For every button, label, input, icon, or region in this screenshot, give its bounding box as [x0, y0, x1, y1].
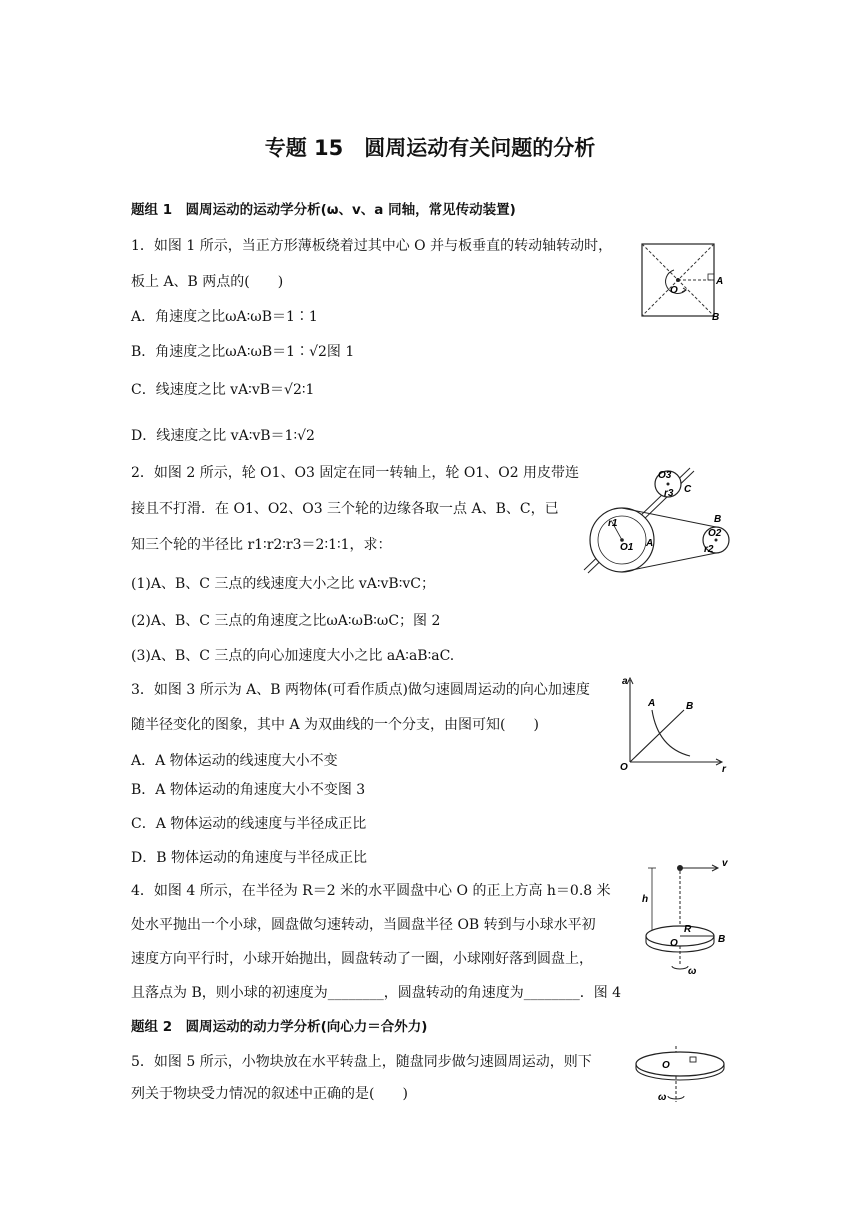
q4-stem-line2: 处水平抛出一个小球，圆盘做匀速转动，当圆盘半径 OB 转到与小球水平初	[131, 917, 596, 933]
q1-option-d: D．线速度之比 vA∶vB＝1∶√2	[131, 428, 315, 444]
fig4-label-b: B	[718, 934, 726, 945]
fig5-label-omega: ω	[658, 1092, 667, 1103]
q3-stem-line1: 3．如图 3 所示为 A、B 两物体(可看作质点)做匀速圆周运动的向心加速度	[131, 682, 590, 698]
fig2-label-c: C	[684, 484, 692, 495]
fig1-label-b: B	[712, 312, 720, 323]
fig2-label-o1: O1	[620, 542, 634, 553]
q5-stem-line1: 5．如图 5 所示，小物块放在水平转盘上，随盘同步做匀速圆周运动，则下	[131, 1054, 592, 1070]
q2-sub-3: (3)A、B、C 三点的向心加速度大小之比 aA∶aB∶aC.	[131, 648, 455, 664]
q1-stem-line2: 板上 A、B 两点的( )	[131, 274, 284, 290]
q5-stem-line2: 列关于物块受力情况的叙述中正确的是( )	[131, 1086, 408, 1102]
fig4-label-omega: ω	[688, 966, 697, 977]
q1-option-c: C．线速度之比 vA∶vB＝√2∶1	[131, 382, 315, 398]
q3-option-c: C．A 物体运动的线速度与半径成正比	[131, 816, 367, 832]
fig2-label-b: B	[714, 514, 722, 525]
fig2-label-a: A	[646, 538, 654, 549]
figure-1-square-plate	[636, 240, 726, 322]
fig1-label-a: A	[716, 276, 724, 287]
q1-option-b: B．角速度之比ωA∶ωB＝1∶√2图 1	[131, 344, 355, 360]
fig2-label-r1: r1	[608, 518, 618, 529]
fig5-label-o: O	[662, 1060, 670, 1071]
figure-2-belt-wheels	[580, 462, 740, 574]
fig2-label-o2: O2	[708, 528, 722, 539]
q3-stem-line2: 随半径变化的图象，其中 A 为双曲线的一个分支，由图可知( )	[131, 717, 539, 733]
fig3-label-curve-a: A	[648, 698, 656, 709]
q2-sub-1: (1)A、B、C 三点的线速度大小之比 vA∶vB∶vC；	[131, 576, 435, 592]
fig3-label-line-b: B	[686, 701, 694, 712]
fig3-label-origin: O	[620, 762, 628, 773]
q4-stem-line3: 速度方向平行时，小球开始抛出，圆盘转动了一圈，小球刚好落到圆盘上，	[131, 951, 593, 967]
fig3-label-r-axis: r	[722, 764, 726, 775]
figure-5-turntable	[632, 1044, 730, 1108]
q3-option-d: D．B 物体运动的角速度与半径成正比	[131, 850, 367, 866]
fig2-label-r2: r2	[704, 544, 714, 555]
group-1-heading: 题组 1 圆周运动的运动学分析(ω、v、a 同轴，常见传动装置)	[131, 202, 516, 218]
group-2-heading: 题组 2 圆周运动的动力学分析(向心力＝合外力)	[131, 1019, 428, 1035]
q2-stem-line1: 2．如图 2 所示，轮 O1、O3 固定在同一转轴上，轮 O1、O2 用皮带连	[131, 465, 580, 481]
page-title: 专题 15 圆周运动有关问题的分析	[264, 136, 596, 160]
fig1-label-o: O	[670, 285, 678, 296]
q1-option-a: A．角速度之比ωA∶ωB＝1∶1	[131, 309, 318, 325]
q1-stem-line1: 1．如图 1 所示，当正方形薄板绕着过其中心 O 并与板垂直的转动轴转动时，	[131, 238, 613, 254]
q2-stem-line2: 接且不打滑．在 O1、O2、O3 三个轮的边缘各取一点 A、B、C，已	[131, 501, 559, 517]
fig4-label-o: O	[670, 938, 678, 949]
figure-4-projectile-disc	[638, 854, 734, 976]
q4-stem-line1: 4．如图 4 所示，在半径为 R＝2 米的水平圆盘中心 O 的正上方高 h＝0.8 米	[131, 883, 611, 899]
q2-sub-2: (2)A、B、C 三点的角速度之比ωA∶ωB∶ωC；图 2	[131, 613, 441, 629]
figure-3-acceleration-graph	[618, 672, 734, 774]
fig3-label-a-axis: a	[622, 676, 628, 687]
q3-option-a: A．A 物体运动的线速度大小不变	[131, 753, 338, 769]
fig4-label-h: h	[642, 894, 649, 905]
fig4-label-r: R	[684, 924, 692, 935]
fig2-label-o3: O3	[658, 470, 672, 481]
q2-stem-line3: 知三个轮的半径比 r1∶r2∶r3＝2∶1∶1，求：	[131, 537, 392, 553]
fig4-label-v: v	[722, 858, 728, 869]
q4-stem-line4: 且落点为 B，则小球的初速度为________，圆盘转动的角速度为________．图 4	[131, 985, 622, 1001]
q3-option-b: B．A 物体运动的角速度大小不变图 3	[131, 782, 366, 798]
fig2-label-r3: r3	[664, 488, 674, 499]
